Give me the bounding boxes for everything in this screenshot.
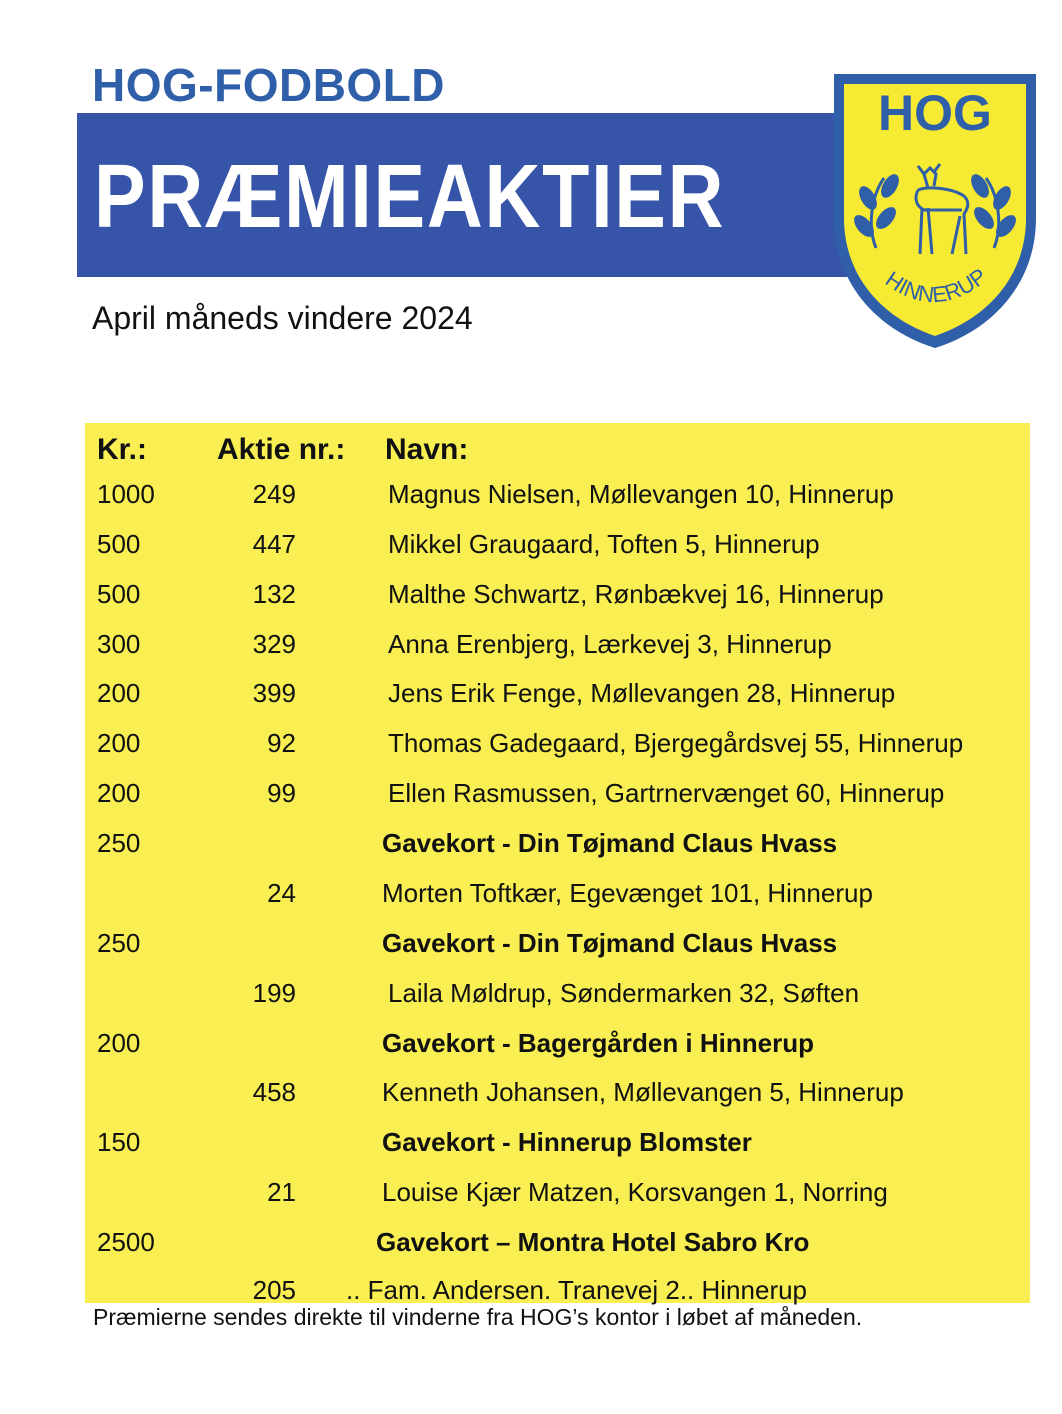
cell-kr: 200 [97, 778, 141, 808]
cell-navn: Laila Møldrup, Søndermarken 32, Søften [388, 978, 860, 1008]
cell-navn: Thomas Gadegaard, Bjergegårdsvej 55, Hinnerup [388, 728, 964, 758]
cell-aktie: 458 [252, 1077, 296, 1107]
club-name: HOG-FODBOLD [92, 59, 446, 111]
table-row [0, 1075, 1062, 1115]
table-row [0, 1175, 1062, 1215]
header-navn: Navn: [385, 433, 469, 466]
cell-kr: 500 [97, 529, 141, 559]
table-row [0, 1225, 1062, 1265]
header-aktie: Aktie nr.: [217, 433, 346, 466]
cell-aktie: 24 [267, 878, 296, 908]
table-row [0, 976, 1062, 1016]
table-row [0, 1026, 1062, 1066]
cell-navn: Malthe Schwartz, Rønbækvej 16, Hinnerup [388, 579, 884, 609]
cell-kr: 500 [97, 579, 141, 609]
cell-kr: 300 [97, 629, 141, 659]
table-row [0, 527, 1062, 567]
subtitle: April måneds vindere 2024 [92, 300, 473, 336]
table-row [0, 826, 1062, 866]
cell-kr: 250 [97, 928, 141, 958]
cell-aktie: 249 [252, 479, 296, 509]
cell-navn: Gavekort - Din Tøjmand Claus Hvass [382, 828, 838, 858]
cell-navn: .. Fam. Andersen. Tranevej 2.. Hinnerup [346, 1275, 808, 1305]
svg-text:HOG: HOG [878, 85, 992, 141]
cell-kr: 1000 [97, 479, 155, 509]
table-row [0, 726, 1062, 766]
cell-navn: Gavekort - Hinnerup Blomster [382, 1127, 752, 1157]
cell-navn: Gavekort – Montra Hotel Sabro Kro [376, 1227, 810, 1257]
footer-note: Præmierne sendes direkte til vinderne fra HOG’s kontor i løbet af måneden. [93, 1304, 863, 1330]
cell-navn: Louise Kjær Matzen, Korsvangen 1, Norring [382, 1177, 888, 1207]
svg-text:HINNERUP: HINNERUP [881, 263, 992, 308]
cell-navn: Gavekort - Din Tøjmand Claus Hvass [382, 928, 838, 958]
cell-aktie: 399 [252, 678, 296, 708]
table-row [0, 1125, 1062, 1165]
cell-navn: Gavekort - Bagergården i Hinnerup [382, 1028, 814, 1058]
table-row [0, 477, 1062, 517]
table-row [0, 577, 1062, 617]
cell-navn: Kenneth Johansen, Møllevangen 5, Hinnerup [382, 1077, 904, 1107]
cell-aktie: 21 [267, 1177, 296, 1207]
cell-navn: Mikkel Graugaard, Toften 5, Hinnerup [388, 529, 820, 559]
cell-aktie: 205 [252, 1275, 296, 1305]
banner-title: PRÆMIEAKTIER [94, 147, 726, 247]
table-row [0, 776, 1062, 816]
cell-kr: 200 [97, 678, 141, 708]
cell-kr: 200 [97, 728, 141, 758]
table-row [0, 627, 1062, 667]
cell-aktie: 199 [252, 978, 296, 1008]
cell-kr: 250 [97, 828, 141, 858]
table-row [0, 926, 1062, 966]
table-row [0, 676, 1062, 716]
cell-kr: 2500 [97, 1227, 155, 1257]
cell-navn: Ellen Rasmussen, Gartrnervænget 60, Hinnerup [388, 778, 945, 808]
header-kr: Kr.: [97, 433, 148, 466]
cell-navn: Anna Erenbjerg, Lærkevej 3, Hinnerup [388, 629, 832, 659]
table-row [0, 876, 1062, 916]
cell-kr: 200 [97, 1028, 141, 1058]
cell-aktie: 99 [267, 778, 296, 808]
cell-aktie: 132 [252, 579, 296, 609]
hog-hinnerup-logo [828, 68, 1042, 352]
cell-navn: Jens Erik Fenge, Møllevangen 28, Hinnerup [388, 678, 896, 708]
cell-navn: Morten Toftkær, Egevænget 101, Hinnerup [382, 878, 873, 908]
cell-aktie: 329 [252, 629, 296, 659]
cell-kr: 150 [97, 1127, 141, 1157]
cell-aktie: 92 [267, 728, 296, 758]
cell-navn: Magnus Nielsen, Møllevangen 10, Hinnerup [388, 479, 894, 509]
cell-aktie: 447 [252, 529, 296, 559]
